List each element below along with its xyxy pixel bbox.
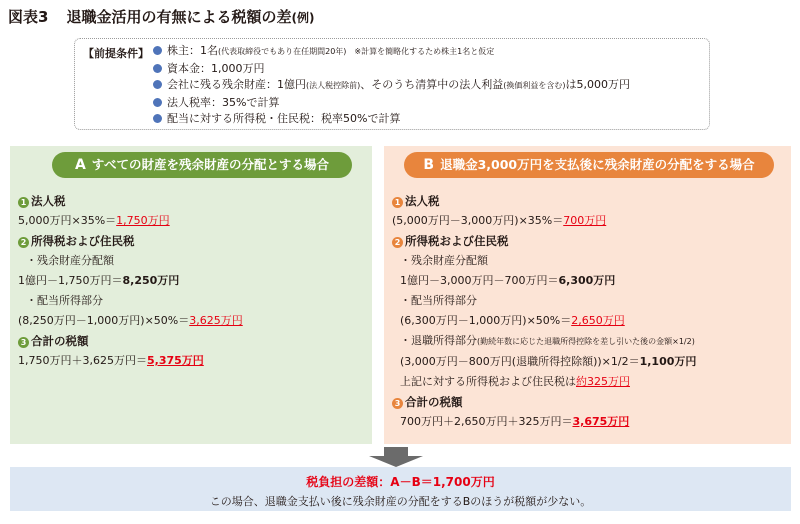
calc-line: [18, 211, 243, 231]
bullet-icon: [153, 46, 162, 55]
premise-item: [153, 111, 630, 128]
premise-box: [74, 38, 710, 130]
premise-note: (換価利益を含む): [503, 81, 566, 90]
calc-line: [18, 351, 243, 371]
figure-title-text: 退職金活用の有無による税額の差: [66, 8, 292, 26]
figure-title-suffix: (例): [291, 11, 315, 25]
panel-a-letter: A: [74, 157, 86, 173]
calc-line: [392, 412, 696, 432]
number-icon: 2: [392, 237, 403, 248]
number-icon: 2: [18, 237, 29, 248]
bullet-icon: [153, 98, 162, 107]
premise-note: (代表取締役でもあり在任期間20年) ※計算を簡略化するため株主1名と仮定: [218, 47, 495, 56]
calc-text: ・退職所得部分: [400, 334, 477, 347]
bullet-icon: [153, 80, 162, 89]
result-box: [10, 467, 791, 511]
result-value: 700万円: [563, 214, 607, 227]
section-heading: [392, 231, 696, 251]
section-heading: [18, 331, 243, 351]
calc-text: 1億円－3,000万円－700万円＝: [400, 274, 559, 287]
calc-text: 1,750万円＋3,625万円＝: [18, 354, 147, 367]
calc-line: [392, 311, 696, 331]
calc-text: (3,000万円－800万円(退職所得控除額))×1/2＝: [400, 355, 640, 368]
result-value: 2,650万円: [571, 314, 625, 327]
section-heading: [18, 231, 243, 251]
calc-line: [392, 271, 696, 291]
premise-text: は5,000万円: [565, 78, 630, 91]
calc-line: [392, 372, 696, 392]
result-value: 1,750万円: [116, 214, 170, 227]
down-arrow-icon: [365, 447, 427, 467]
premise-text: 株主：1名: [167, 44, 218, 57]
panel-b: [384, 146, 791, 444]
calc-line: ・配当所得部分: [26, 294, 103, 307]
conclusion-text: この場合、退職金支払い後に残余財産の分配をするBのほうが税額が少ない。: [209, 495, 592, 508]
premise-item: [153, 43, 630, 61]
premise-item: [153, 77, 630, 95]
calc-line: ・配当所得部分: [400, 294, 477, 307]
calc-text: (8,250万円－1,000万円)×50%＝: [18, 314, 190, 327]
number-icon: 3: [18, 337, 29, 348]
result-value: 約325万円: [576, 375, 630, 388]
total-value: 3,675万円: [572, 415, 630, 428]
calc-line: [392, 211, 696, 231]
calc-line: ・残余財産分配額: [26, 254, 114, 267]
calc-text: 上記に対する所得税および住民税は: [400, 375, 576, 388]
calc-text: 1億円－1,750万円＝: [18, 274, 123, 287]
number-icon: 1: [18, 197, 29, 208]
result-value: 1,100万円: [639, 355, 697, 368]
bullet-icon: [153, 64, 162, 73]
premise-list: [153, 43, 630, 128]
section-heading: [392, 191, 696, 211]
calc-text: (6,300万円－1,000万円)×50%＝: [400, 314, 572, 327]
result-value: 8,250万円: [122, 274, 180, 287]
panel-b-header: [404, 152, 774, 178]
premise-text: 会社に残る残余財産：1億円: [167, 78, 306, 91]
panel-a-content: [18, 191, 243, 371]
calc-line: [392, 352, 696, 372]
premise-item: [153, 95, 630, 112]
premise-text: 配当に対する所得税・住民税：税率50%で計算: [167, 112, 401, 125]
premise-item: [153, 61, 630, 78]
section-title: 所得税および住民税: [405, 234, 509, 248]
premise-text: 資本金：1,000万円: [167, 61, 265, 75]
result-value: 3,625万円: [189, 314, 243, 327]
calc-text: 700万円＋2,650万円＋325万円＝: [400, 415, 573, 428]
panel-a-header: [52, 152, 352, 178]
calc-text: (5,000万円－3,000万円)×35%＝: [392, 214, 564, 227]
bullet-icon: [153, 114, 162, 123]
section-title: 法人税: [405, 194, 440, 208]
section-title: 法人税: [31, 194, 66, 208]
calc-text: 5,000万円×35%＝: [18, 214, 117, 227]
section-title: 所得税および住民税: [31, 234, 135, 248]
panel-b-content: [392, 191, 696, 432]
section-title: 合計の税額: [405, 395, 463, 409]
calc-line: [18, 311, 243, 331]
section-heading: [392, 392, 696, 412]
panel-a-header-text: すべての財産を残余財産の分配とする場合: [91, 157, 330, 172]
calc-line: [392, 331, 696, 352]
section-title: 合計の税額: [31, 334, 89, 348]
calc-note: (勤続年数に応じた退職所得控除を差し引いた後の金額×1/2): [477, 337, 695, 346]
calc-line: [18, 271, 243, 291]
figure-number: 図表3: [8, 8, 49, 26]
result-value: 6,300万円: [558, 274, 616, 287]
tax-difference: 税負担の差額：A－B＝1,700万円: [306, 475, 495, 489]
calc-line: ・残余財産分配額: [400, 254, 488, 267]
premise-note: (法人税控除前): [306, 81, 361, 90]
number-icon: 3: [392, 398, 403, 409]
premise-text: 法人税率：35%で計算: [167, 95, 280, 109]
number-icon: 1: [392, 197, 403, 208]
panel-a: [10, 146, 372, 444]
section-heading: [18, 191, 243, 211]
panel-b-letter: B: [423, 157, 435, 173]
premise-text: 、そのうち清算中の法人利益: [360, 78, 504, 91]
figure-title: [8, 6, 314, 27]
premise-label: 【前提条件】: [83, 47, 149, 60]
total-value: 5,375万円: [146, 354, 204, 367]
panel-b-header-text: 退職金3,000万円を支払後に残余財産の分配をする場合: [440, 157, 755, 172]
